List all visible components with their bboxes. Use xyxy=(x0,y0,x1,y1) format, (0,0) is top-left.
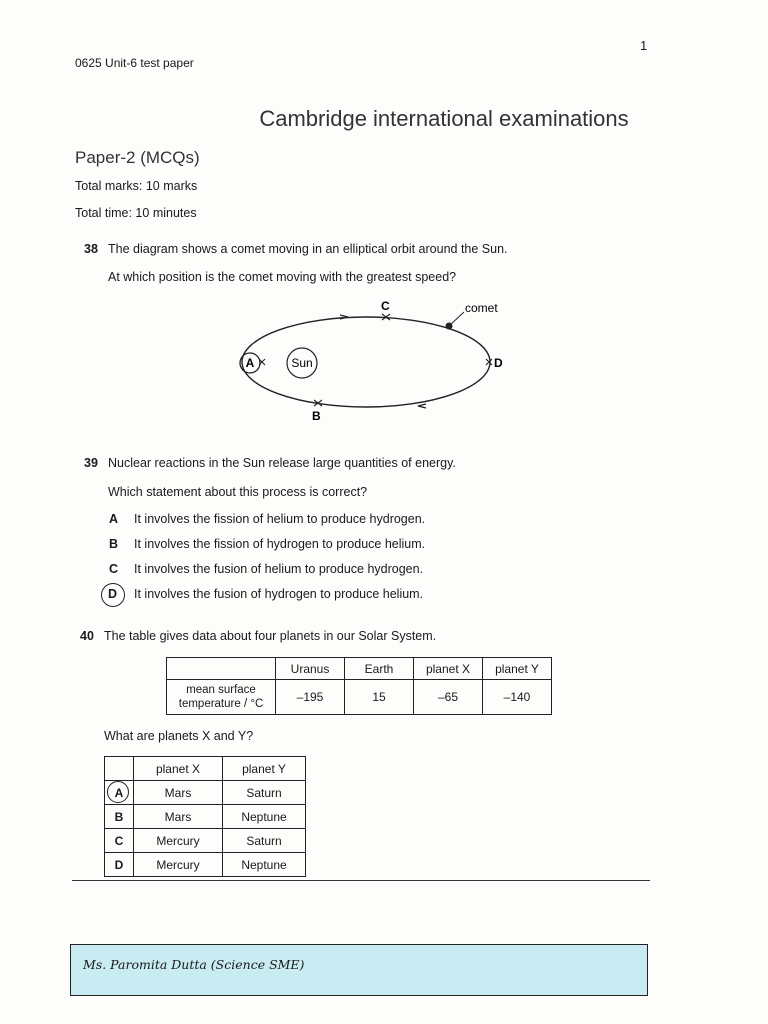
option-a-text: It involves the fission of helium to produce hydrogen. xyxy=(134,512,426,526)
position-d-mark xyxy=(486,359,492,365)
comet-orbit-diagram xyxy=(230,296,530,426)
label-d: D xyxy=(494,356,503,370)
planet-table-header-planet-x: planet X xyxy=(414,658,483,680)
temperature-planet-x: –65 xyxy=(414,680,483,715)
sun-label: Sun xyxy=(291,356,313,370)
question-39-text: Nuclear reactions in the Sun release large quantities of energy. xyxy=(108,456,456,470)
temperature-earth: 15 xyxy=(345,680,414,715)
row-a-planet-y: Saturn xyxy=(223,781,306,805)
temperature-uranus: –195 xyxy=(276,680,345,715)
option-a-letter: A xyxy=(109,512,119,526)
answer-header-planet-y: planet Y xyxy=(223,757,306,781)
paper-title: Paper-2 (MCQs) xyxy=(75,148,200,167)
signature-text: Ms. Paromita Dutta (Science SME) xyxy=(83,957,305,972)
row-label-line-2: temperature / °C xyxy=(178,698,264,710)
orbit-ellipse xyxy=(242,317,490,407)
question-38-text: The diagram shows a comet moving in an elliptical orbit around the Sun. xyxy=(108,242,508,256)
label-c: C xyxy=(381,299,390,313)
row-b-planet-x: Mars xyxy=(134,805,223,829)
row-c-planet-y: Saturn xyxy=(223,829,306,853)
planet-table-header-earth: Earth xyxy=(345,658,414,680)
option-b-letter: B xyxy=(109,537,119,551)
unit-label: 0625 Unit-6 test paper xyxy=(75,56,194,70)
question-38-number: 38 xyxy=(84,242,98,256)
row-d-letter: D xyxy=(105,853,134,877)
row-label-line-1: mean surface xyxy=(186,684,256,696)
question-40-question: What are planets X and Y? xyxy=(104,729,254,743)
row-a-letter: A xyxy=(114,785,124,800)
row-b-letter: B xyxy=(105,805,134,829)
label-b: B xyxy=(312,409,321,423)
row-d-planet-y: Neptune xyxy=(223,853,306,877)
question-40-number: 40 xyxy=(80,629,94,643)
answer-header-blank xyxy=(105,757,134,781)
table-row xyxy=(105,805,306,829)
orbit-arrow-bottom xyxy=(418,404,426,408)
signature-box xyxy=(70,944,648,996)
total-time: Total time: 10 minutes xyxy=(75,206,197,220)
comet-pointer xyxy=(449,312,464,326)
question-38-question: At which position is the comet moving with the greatest speed? xyxy=(108,270,457,284)
option-c-letter: C xyxy=(109,562,119,576)
row-b-planet-y: Neptune xyxy=(223,805,306,829)
row-d-planet-x: Mercury xyxy=(134,853,223,877)
answer-circle-a xyxy=(107,781,129,803)
table-row xyxy=(105,781,306,805)
table-row xyxy=(105,853,306,877)
temperature-planet-y: –140 xyxy=(483,680,552,715)
total-marks: Total marks: 10 marks xyxy=(75,179,198,193)
label-a: A xyxy=(245,356,255,370)
planet-table-header-uranus: Uranus xyxy=(276,658,345,680)
page-title: Cambridge international examinations xyxy=(259,106,629,131)
answer-row-a-letter xyxy=(105,781,134,805)
question-39-question: Which statement about this process is correct? xyxy=(108,485,368,499)
table-row xyxy=(105,829,306,853)
row-a-planet-x: Mars xyxy=(134,781,223,805)
planet-data-table xyxy=(166,657,552,715)
comet-label: comet xyxy=(465,301,498,315)
question-40-text: The table gives data about four planets in our Solar System. xyxy=(104,629,437,643)
row-c-planet-x: Mercury xyxy=(134,829,223,853)
answer-header-planet-x: planet X xyxy=(134,757,223,781)
planet-table-header-blank xyxy=(167,658,276,680)
option-d-text: It involves the fusion of hydrogen to produce helium. xyxy=(134,587,424,601)
option-d-letter: D xyxy=(108,587,118,601)
answer-options-table xyxy=(104,756,306,877)
footer-divider xyxy=(72,880,650,881)
planet-table-header-planet-y: planet Y xyxy=(483,658,552,680)
option-c-text: It involves the fusion of helium to produce hydrogen. xyxy=(134,562,424,576)
planet-table-row-label xyxy=(167,680,276,715)
option-b-text: It involves the fission of hydrogen to produce helium. xyxy=(134,537,426,551)
page-number: 1 xyxy=(640,38,648,53)
question-39-number: 39 xyxy=(84,456,98,470)
row-c-letter: C xyxy=(105,829,134,853)
